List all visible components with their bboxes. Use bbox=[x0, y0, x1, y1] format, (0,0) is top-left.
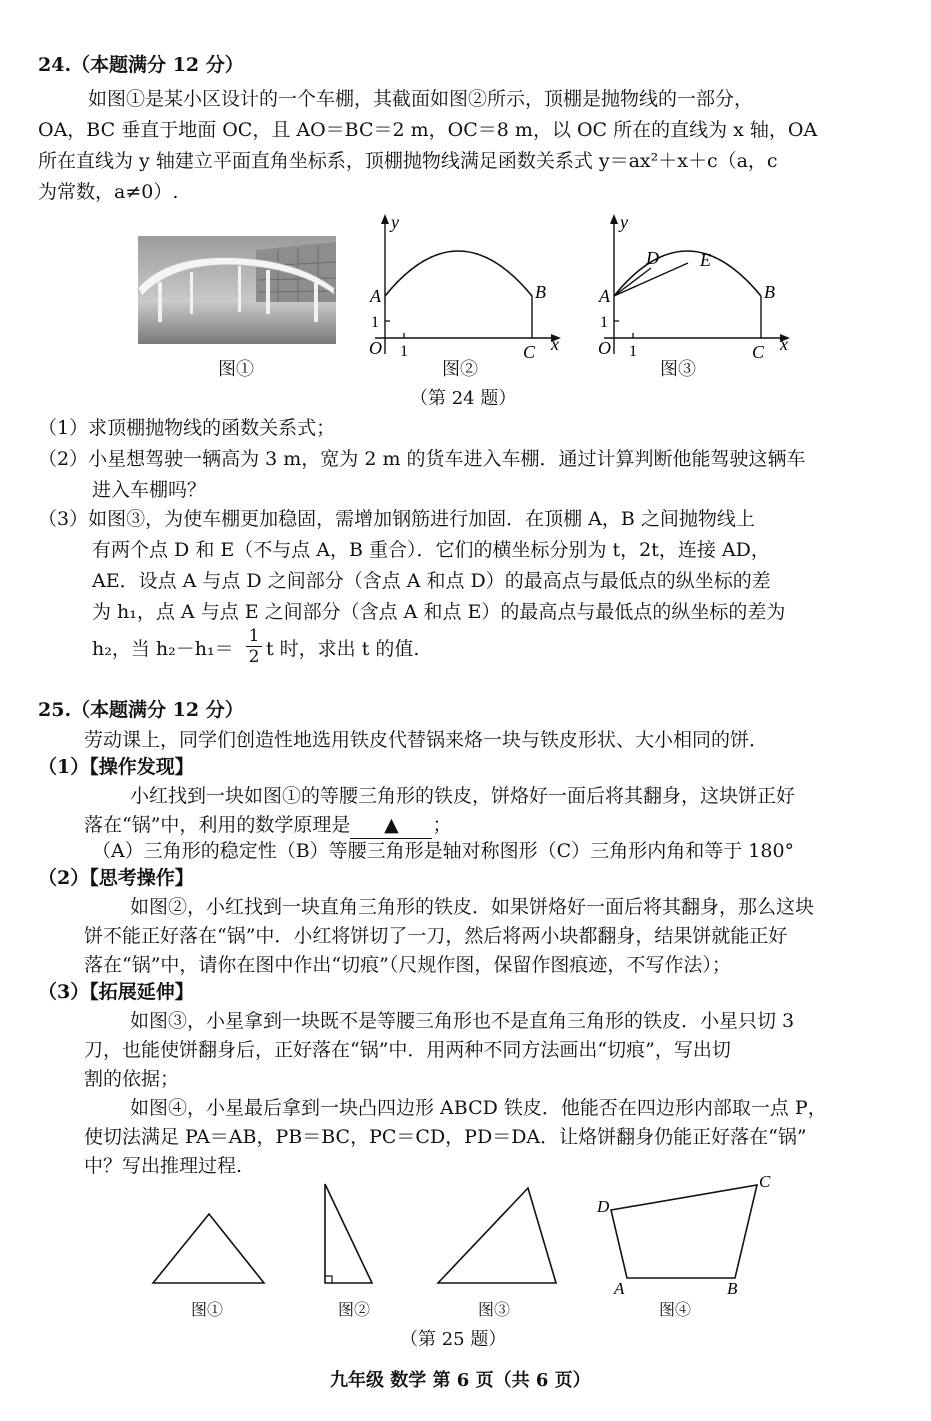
q24-fig3-label: 图③ bbox=[660, 359, 696, 380]
axis-x-label-3: x bbox=[780, 334, 788, 354]
fraction-denominator: 2 bbox=[248, 647, 260, 667]
q24-part-3-last-line bbox=[92, 636, 234, 662]
q25-part1-options: （A）三角形的稳定性（B）等腰三角形是轴对称图形（C）三角形内角和等于 180° bbox=[92, 840, 795, 862]
quad-vertex-a: A bbox=[614, 1279, 625, 1298]
q25-part3-line1: 如图③，小星拿到一块既不是等腰三角形也不是直角三角形的铁皮．小星只切 3 bbox=[130, 1010, 795, 1032]
origin-label: O bbox=[369, 338, 382, 358]
point-b-label: B bbox=[535, 282, 546, 302]
right-triangle bbox=[325, 1184, 372, 1283]
q24-stem-line-4: 为常数，a≠0）. bbox=[38, 181, 179, 203]
q25-part2-line2: 饼不能正好落在“锅”中．小红将饼切了一刀，然后将两小块都翻身，结果饼就能正好 bbox=[84, 925, 788, 947]
q25-part3-line4: 如图④，小星最后拿到一块凸四边形 ABCD 铁皮．他能否在四边形内部取一点 P， bbox=[130, 1097, 827, 1119]
q25-fig2-label: 图② bbox=[338, 1300, 371, 1319]
q25-part1-line2 bbox=[84, 812, 451, 839]
q24-stem-line-3: 所在直线为 y 轴建立平面直角坐标系，顶棚抛物线满足函数关系式 y＝ax²＋x＋c（a，c bbox=[38, 150, 778, 172]
q25-part1-line2-post: ； bbox=[432, 814, 452, 836]
scalene-triangle bbox=[438, 1188, 556, 1283]
quad-vertex-b: B bbox=[727, 1279, 738, 1298]
q25-intro: 劳动课上，同学们创造性地选用铁皮代替锅来烙一块与铁皮形状、大小相同的饼． bbox=[84, 729, 769, 751]
q24-stem-line-2: OA，BC 垂直于地面 OC，且 AO＝BC＝2 m，OC＝8 m，以 OC 所在的直线为 x 轴，OA bbox=[38, 119, 818, 141]
q25-part2-line3: 落在“锅”中，请你在图中作出“切痕”（尺规作图，保留作图痕迹，不写作法）； bbox=[84, 954, 731, 976]
q25-part1-line2-pre: 落在“锅”中，利用的数学原理是 bbox=[84, 814, 351, 836]
q24-part-3-line-2: 有两个点 D 和 E（不与点 A，B 重合）．它们的横坐标分别为 t，2t，连接 AD， bbox=[92, 539, 770, 561]
axis-y-label-3: y bbox=[620, 212, 628, 232]
q24-last-post: t 时，求出 t 的值. bbox=[266, 638, 420, 660]
x-tick-one: 1 bbox=[400, 343, 408, 360]
q25-part1-line1: 小红找到一块如图①的等腰三角形的铁皮，饼烙好一面后将其翻身，这块饼正好 bbox=[130, 785, 796, 807]
y-tick-one: 1 bbox=[371, 314, 379, 331]
fraction-one-half bbox=[246, 626, 262, 667]
q25-part3-title: （3）【拓展延伸】 bbox=[38, 981, 194, 1003]
q25-fig4-label: 图④ bbox=[659, 1300, 692, 1319]
q24-last-pre: h₂，当 h₂－h₁＝ bbox=[92, 638, 234, 660]
q25-part2-title: （2）【思考操作】 bbox=[38, 867, 194, 889]
q25-part3-line5: 使切法满足 PA＝AB，PB＝BC，PC＝CD，PD＝DA．让烙饼翻身仍能正好落在“锅” bbox=[84, 1126, 807, 1148]
q25-part1-title: （1）【操作发现】 bbox=[38, 756, 194, 778]
point-e-label: E bbox=[700, 250, 711, 270]
q24-header: 24.（本题满分 12 分） bbox=[38, 54, 244, 76]
q24-part-3: （3）如图③，为使车棚更加稳固，需增加钢筋进行加固．在顶棚 A，B 之间抛物线上 bbox=[38, 508, 755, 530]
q25-header: 25.（本题满分 12 分） bbox=[38, 699, 244, 721]
q24-fig2-label: 图② bbox=[442, 359, 478, 380]
q25-figure-caption: （第 25 题） bbox=[400, 1329, 507, 1350]
point-c-label: C bbox=[523, 342, 536, 362]
q24-stem-line-1: 如图①是某小区设计的一个车棚，其截面如图②所示，顶棚是抛物线的一部分， bbox=[88, 88, 754, 110]
q24-part-2: （2）小星想驾驶一辆高为 3 m，宽为 2 m 的货车进入车棚．通过计算判断他能驾驶这辆车 bbox=[38, 448, 806, 470]
point-a-label: A bbox=[370, 286, 381, 306]
q25-fig3-label: 图③ bbox=[478, 1300, 511, 1319]
origin-label-3: O bbox=[598, 338, 611, 358]
point-d-label: D bbox=[646, 248, 659, 268]
q24-figure-caption: （第 24 题） bbox=[410, 388, 517, 409]
fraction-numerator: 1 bbox=[246, 626, 262, 647]
quadrilateral-abcd bbox=[611, 1185, 757, 1278]
quad-vertex-d: D bbox=[597, 1197, 610, 1216]
graph-figure-2 bbox=[365, 212, 565, 362]
right-angle-mark bbox=[325, 1276, 332, 1283]
q24-part-3-line-3: AE．设点 A 与点 D 之间部分（含点 A 和点 D）的最高点与最低点的纵坐标的差 bbox=[92, 570, 771, 592]
point-c-label-3: C bbox=[752, 342, 765, 362]
q25-fig1-label: 图① bbox=[191, 1300, 224, 1319]
axis-y-label: y bbox=[391, 212, 399, 232]
q25-part3-line6: 中？写出推理过程. bbox=[84, 1155, 243, 1177]
q24-fig1-label: 图① bbox=[218, 359, 254, 380]
point-b-label-3: B bbox=[764, 282, 775, 302]
q25-part3-line2: 刀，也能使饼翻身后，正好落在“锅”中．用两种不同方法画出“切痕”，写出切 bbox=[84, 1039, 731, 1061]
q24-part-1: （1）求顶棚抛物线的函数关系式； bbox=[38, 417, 336, 439]
point-a-label-3: A bbox=[599, 286, 610, 306]
graph-figure-3 bbox=[594, 212, 794, 362]
quad-vertex-c: C bbox=[759, 1172, 771, 1191]
q25-figures bbox=[0, 1170, 931, 1320]
axis-x-label: x bbox=[551, 334, 559, 354]
x-tick-one-3: 1 bbox=[629, 343, 637, 360]
answer-blank: ▲ bbox=[350, 812, 432, 839]
y-tick-one-3: 1 bbox=[600, 314, 608, 331]
q24-part-2-cont: 进入车棚吗？ bbox=[92, 479, 207, 501]
q25-part3-line3: 割的依据； bbox=[84, 1068, 180, 1090]
page-footer: 九年级 数学 第 6 页（共 6 页） bbox=[330, 1370, 591, 1391]
carport-photo bbox=[138, 236, 336, 344]
q25-part2-line1: 如图②，小红找到一块直角三角形的铁皮．如果饼烙好一面后将其翻身，那么这块 bbox=[130, 896, 815, 918]
isosceles-triangle bbox=[153, 1214, 264, 1283]
q24-part-3-line-4: 为 h₁，点 A 与点 E 之间部分（含点 A 和点 E）的最高点与最低点的纵坐标的差为 bbox=[92, 601, 786, 623]
